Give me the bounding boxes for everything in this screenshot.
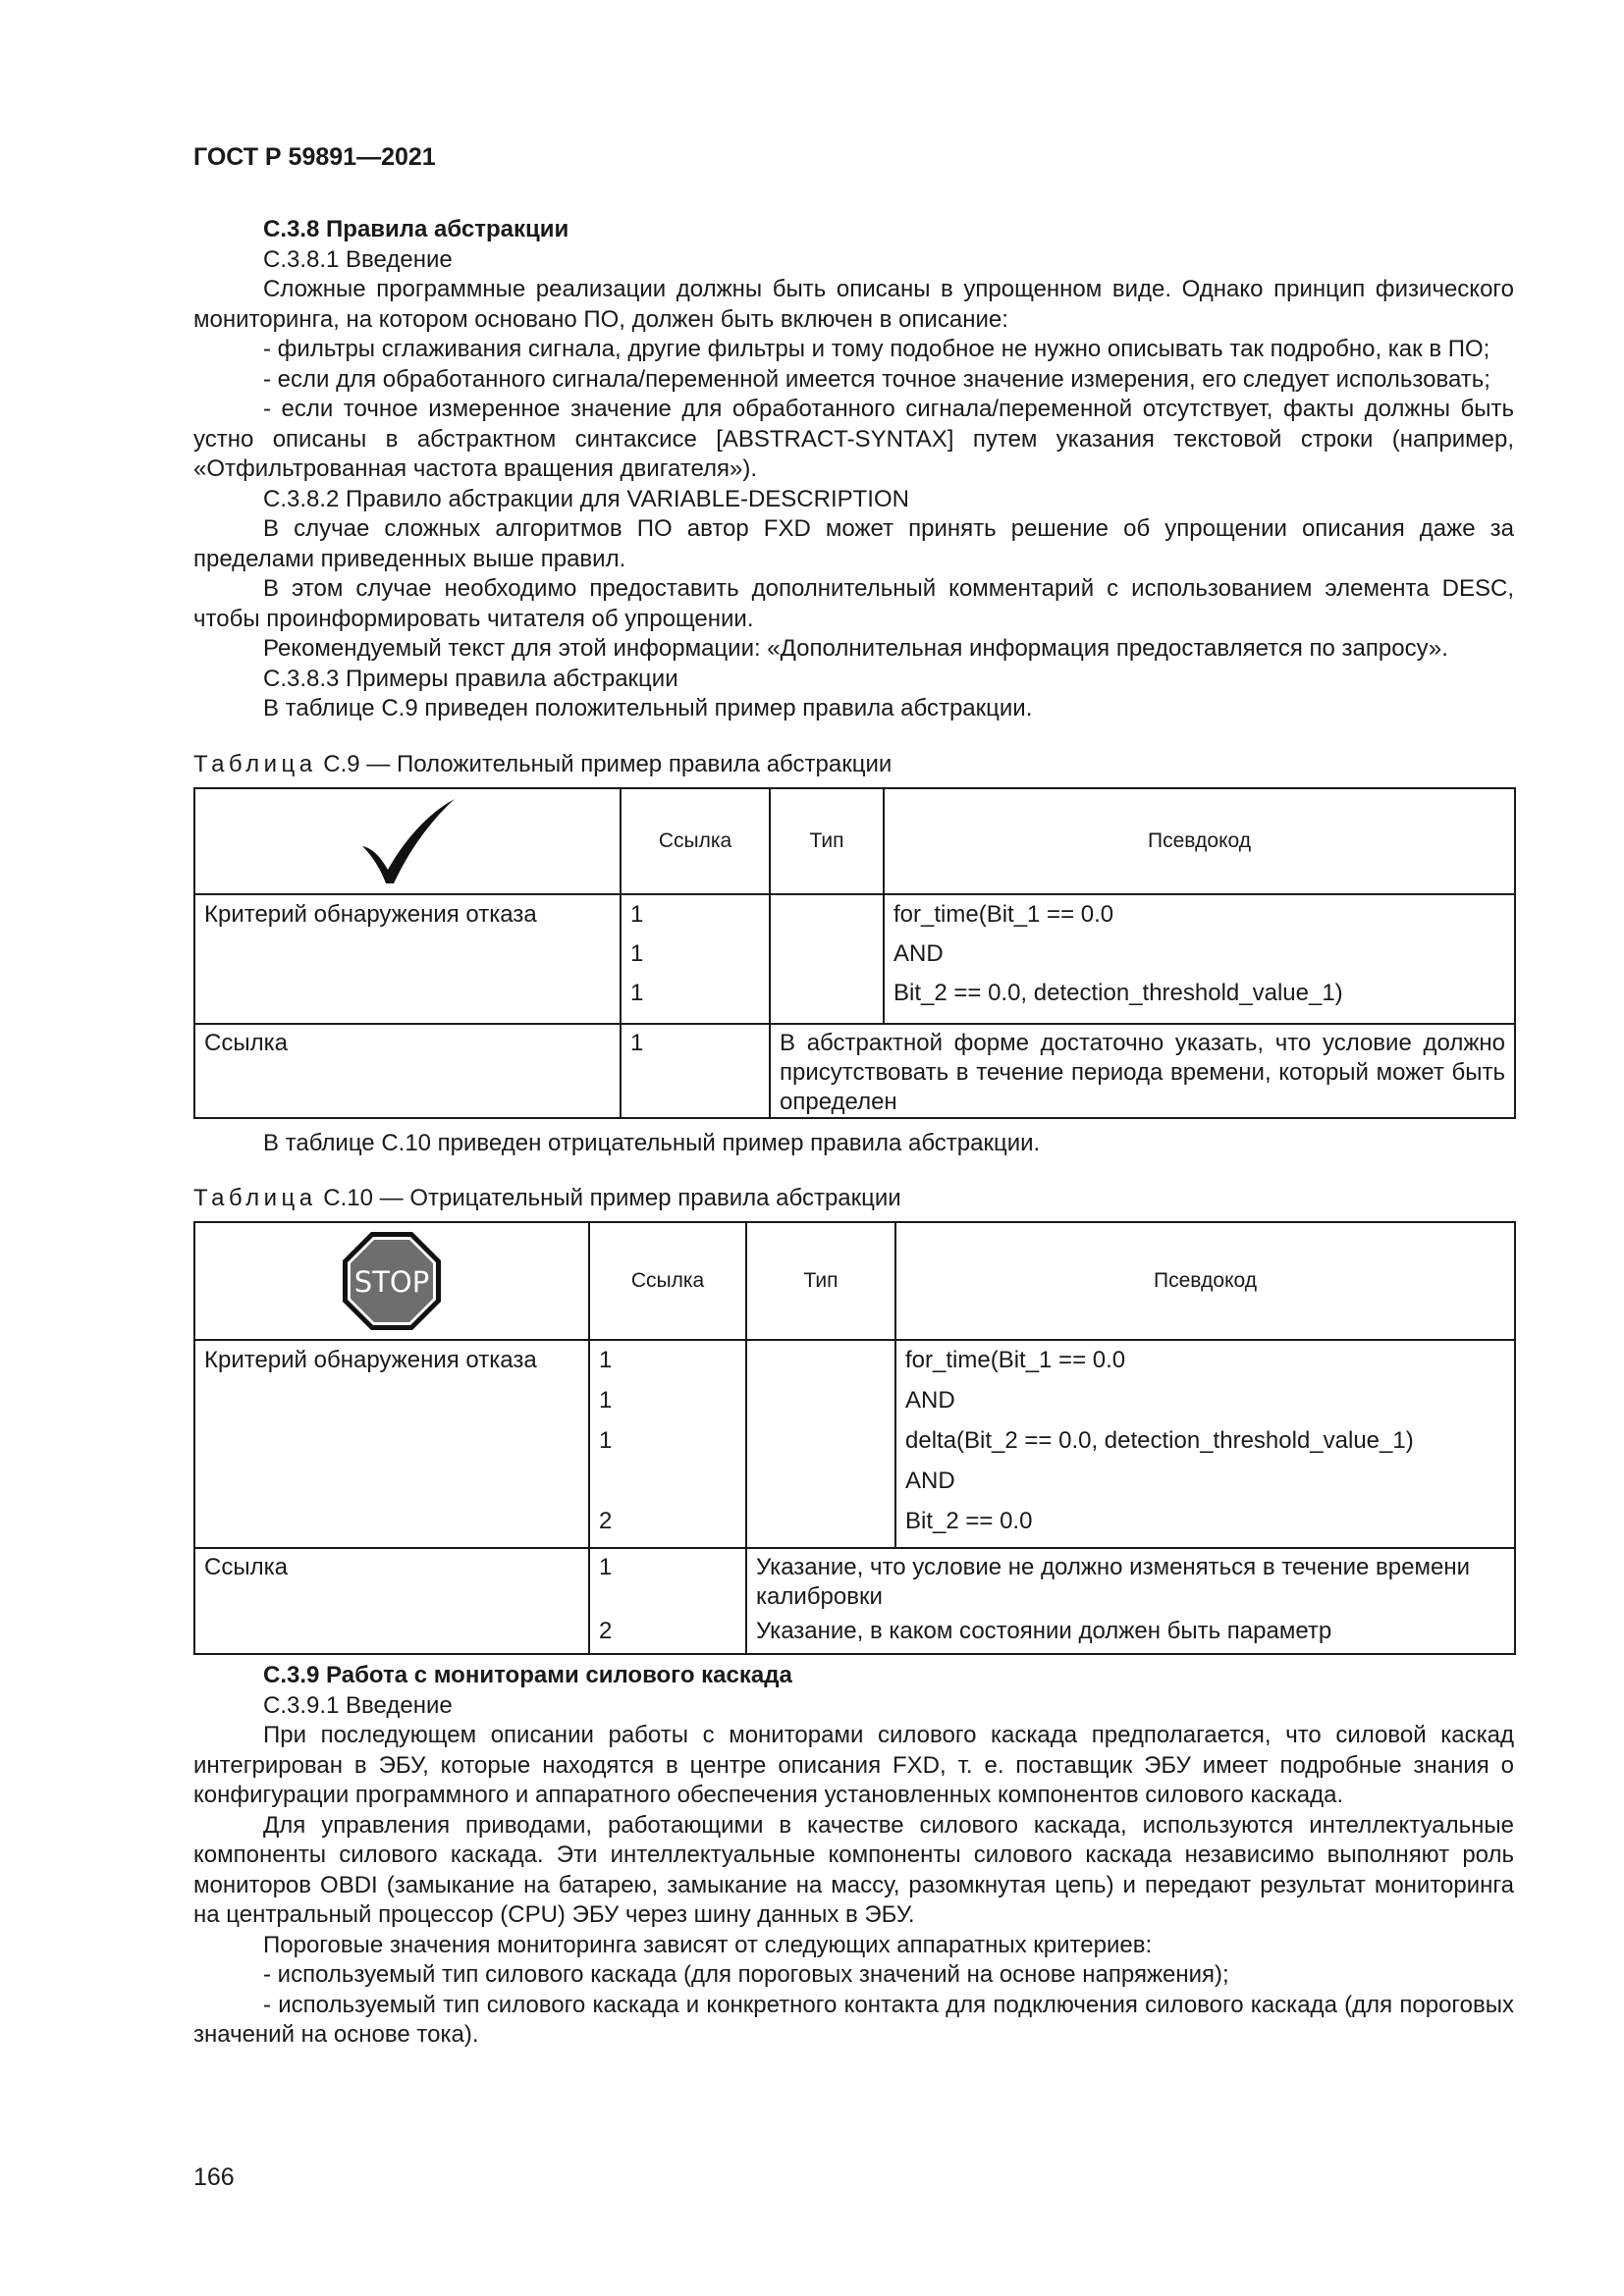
description-cell: В абстрактной форме достаточно указать, что условие должно присутствовать в течение периода времени, который может быть определен	[770, 1024, 1515, 1118]
list-item: - если для обработанного сигнала/переменной имеется точное значение измерения, его следует использовать;	[263, 365, 1490, 393]
ref-value: 1	[599, 1347, 613, 1373]
ref-cell	[621, 894, 770, 1024]
code-line: AND	[905, 1387, 955, 1414]
caption-word: Таблица	[193, 750, 317, 777]
checkmark-icon	[195, 795, 620, 887]
section-c383-title: С.3.8.3 Примеры правила абстракции	[263, 665, 678, 692]
section-c391-title: С.3.9.1 Введение	[263, 1691, 453, 1719]
ref-value: 1	[589, 1548, 746, 1617]
row-label: Критерий обнаружения отказа	[194, 894, 621, 1024]
paragraph: В таблице С.9 приведен положительный пример правила абстракции.	[263, 695, 1033, 721]
page	[193, 142, 1514, 2051]
type-cell	[746, 1340, 895, 1548]
ref-value: 1	[630, 939, 644, 967]
ref-value: 1	[599, 1427, 613, 1454]
caption-text: С.9 — Положительный пример правила абстракции	[323, 750, 893, 777]
header-type: Тип	[746, 1222, 895, 1340]
section-c381-title: С.3.8.1 Введение	[263, 245, 453, 273]
list-item: - используемый тип силового каскада и конкретного контакта для подключения силового каскада (для пороговых значений на основе тока).	[193, 1991, 1514, 2048]
paragraph: В случае сложных алгоритмов ПО автор FXD может принять решение об упрощении описания даже за пределами приведенных выше правил.	[193, 515, 1514, 572]
list-item: - если точное измеренное значение для обработанного сигнала/переменной отсутствует, факты должны быть устно описаны в абстрактном синтаксисе [ABSTRACT-SYNTAX] путем указания текстовой строки (например, «Отфильтрованная частота вращения двигателя»).	[193, 396, 1514, 482]
section-c38-title: С.3.8 Правила абстракции	[263, 216, 569, 242]
section-c382-title: С.3.8.2 Правило абстракции для VARIABLE-DESCRIPTION	[263, 485, 909, 512]
type-cell	[770, 894, 884, 1024]
paragraph: Пороговые значения мониторинга зависят от следующих аппаратных критериев:	[263, 1931, 1153, 1958]
code-line: Bit_2 == 0.0, detection_threshold_value_1)	[893, 979, 1343, 1006]
code-line: AND	[893, 939, 944, 967]
ref-value	[599, 1467, 736, 1507]
header-pseudocode: Псевдокод	[895, 1222, 1515, 1340]
table-c10-caption	[193, 1184, 1514, 1213]
ref-value: 1	[621, 1024, 770, 1118]
paragraph: В этом случае необходимо предоставить дополнительный комментарий с использованием элемента DESC, чтобы проинформировать читателя об упрощении.	[193, 575, 1514, 632]
standard-number: ГОСТ Р 59891—2021	[193, 143, 436, 171]
row-label: Ссылка	[194, 1548, 589, 1617]
ref-value: 1	[599, 1387, 613, 1414]
description-cell: Указание, что условие не должно изменяться в течение времени калибровки	[746, 1548, 1515, 1617]
paragraph: Для управления приводами, работающими в качестве силового каскада, используются интеллектуальные компоненты силового каскада. Эти интеллектуальные компоненты силового каскада независимо выполняют роль мониторов OBDI (замыкание на батарею, замыкание на массу, разомкнутая цепь) и передают результат мониторинга на центральный процессор (CPU) ЭБУ через шину данных в ЭБУ.	[193, 1811, 1514, 1928]
paragraph: В таблице С.10 приведен отрицательный пример правила абстракции.	[263, 1129, 1041, 1156]
code-line: for_time(Bit_1 == 0.0	[905, 1347, 1126, 1373]
description-cell: Указание, в каком состоянии должен быть параметр	[746, 1617, 1515, 1654]
stop-text: STOP	[353, 1265, 430, 1299]
list-item: - используемый тип силового каскада (для пороговых значений на основе напряжения);	[263, 1961, 1229, 1988]
paragraph: Рекомендуемый текст для этой информации: «Дополнительная информация предоставляется по запросу».	[263, 635, 1448, 662]
ref-value: 2	[599, 1508, 613, 1534]
code-line: AND	[905, 1468, 955, 1494]
table-c9	[193, 787, 1516, 1119]
ref-cell	[589, 1340, 746, 1548]
caption-word: Таблица	[193, 1185, 317, 1211]
stop-sign-icon	[195, 1230, 588, 1332]
code-line: for_time(Bit_1 == 0.0	[893, 900, 1114, 928]
row-label-empty	[194, 1617, 589, 1654]
row-label: Ссылка	[194, 1024, 621, 1118]
paragraph: При последующем описании работы с мониторами силового каскада предполагается, что силовой каскад интегрирован в ЭБУ, которые находятся в центре описания FXD, т. е. поставщик ЭБУ имеет подробные знания о конфигурации программного и аппаратного обеспечения установленных компонентов силового каскада.	[193, 1722, 1514, 1808]
pseudocode-cell	[884, 894, 1515, 1024]
ref-value: 2	[589, 1617, 746, 1654]
header-pseudocode: Псевдокод	[884, 788, 1515, 894]
caption-text: С.10 — Отрицательный пример правила абстракции	[323, 1185, 901, 1211]
row-label: Критерий обнаружения отказа	[194, 1340, 589, 1548]
header-symbol-cell	[194, 788, 621, 894]
code-line: Bit_2 == 0.0	[905, 1508, 1033, 1534]
ref-value: 1	[630, 979, 644, 1006]
paragraph: Сложные программные реализации должны быть описаны в упрощенном виде. Однако принцип физического мониторинга, на котором основано ПО, должен быть включен в описание:	[193, 276, 1514, 333]
header-ref: Ссылка	[621, 788, 770, 894]
list-item: - фильтры сглаживания сигнала, другие фильтры и тому подобное не нужно описывать так подробно, как в ПО;	[263, 336, 1490, 362]
table-c9-caption	[193, 750, 1514, 779]
header-type: Тип	[770, 788, 884, 894]
table-c10	[193, 1221, 1516, 1655]
code-line: delta(Bit_2 == 0.0, detection_threshold_value_1)	[905, 1427, 1414, 1454]
ref-value: 1	[630, 900, 644, 928]
pseudocode-cell	[895, 1340, 1515, 1548]
header-symbol-cell	[194, 1222, 589, 1340]
section-c39-title: С.3.9 Работа с мониторами силового каскада	[263, 1662, 792, 1688]
header-ref: Ссылка	[589, 1222, 746, 1340]
page-number: 166	[193, 2163, 235, 2191]
